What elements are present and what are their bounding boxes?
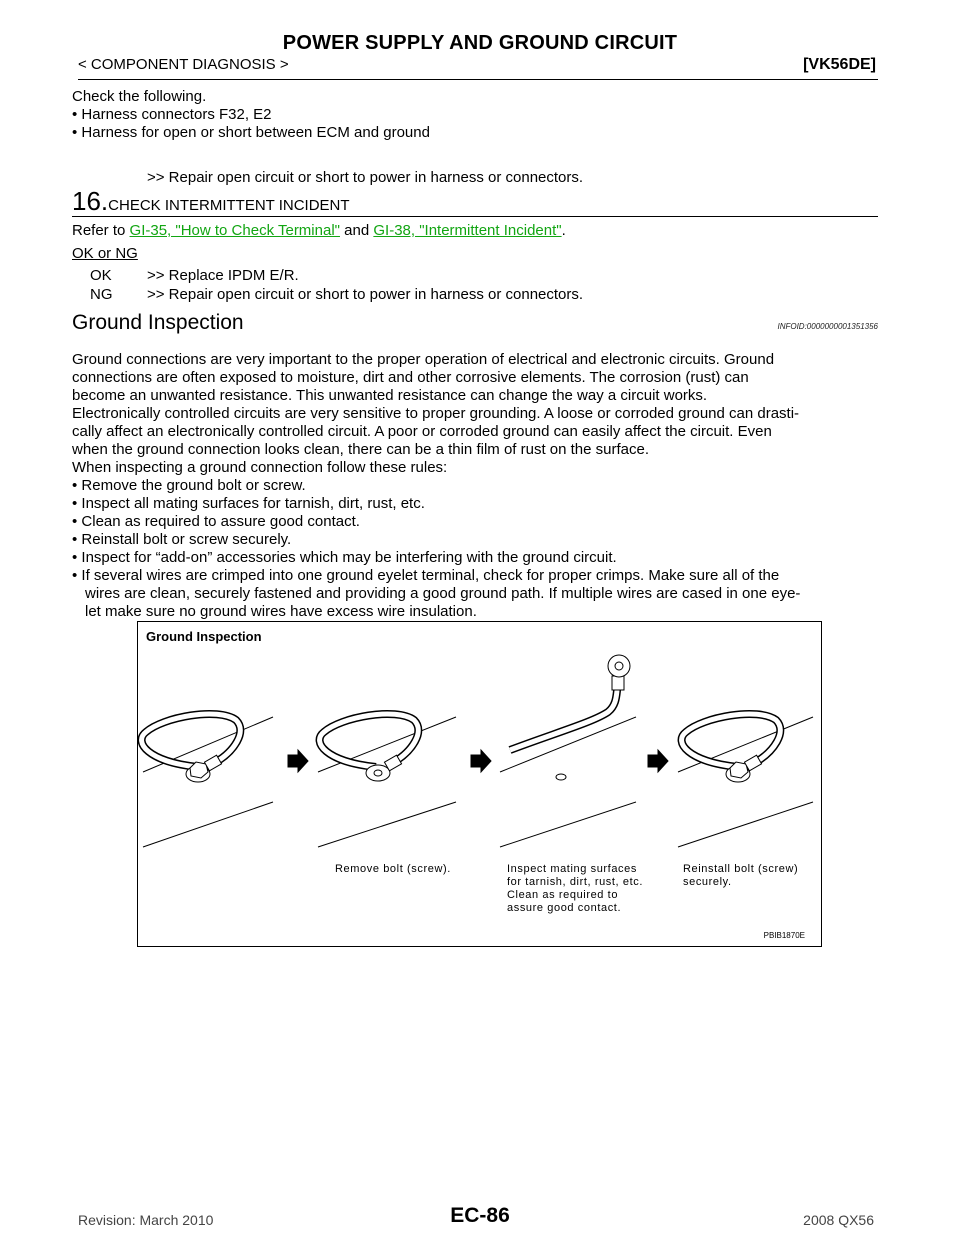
check-item: • Harness for open or short between ECM and ground xyxy=(72,124,430,141)
rule-item: • Inspect all mating surfaces for tarnish, dirt, rust, etc. xyxy=(72,495,425,512)
repair-result: >> Repair open circuit or short to power in harness or connectors. xyxy=(147,169,584,186)
paragraph-line: become an unwanted resistance. This unwanted resistance can change the way a circuit works. xyxy=(72,387,708,404)
ok-ng-label: OK or NG xyxy=(72,245,138,262)
caption-inspect-surfaces: Inspect mating surfaces for tarnish, dirt, rust, etc. Clean as required to assure good contact. xyxy=(507,863,643,914)
check-item: • Harness connectors F32, E2 xyxy=(72,106,272,123)
refer-prefix: Refer to xyxy=(72,222,130,239)
paragraph-line: when the ground connection looks clean, there can be a thin film of rust on the surface. xyxy=(72,441,650,458)
link-intermittent-incident[interactable]: GI-38, "Intermittent Incident" xyxy=(373,222,562,239)
page-number: EC-86 xyxy=(450,1204,510,1227)
rule-item: • Remove the ground bolt or screw. xyxy=(72,477,306,494)
rule-item-cont: wires are clean, securely fastened and providing a good ground path. If multiple wires are cased in one eye- xyxy=(85,585,801,602)
caption-reinstall-bolt: Reinstall bolt (screw) securely. xyxy=(683,863,799,888)
page-title: POWER SUPPLY AND GROUND CIRCUIT xyxy=(282,32,678,54)
rule-item: • Clean as required to assure good contact. xyxy=(72,513,360,530)
header-rule xyxy=(78,79,878,80)
panel-bolt-removed xyxy=(318,714,456,847)
rule-item: • If several wires are crimped into one ground eyelet terminal, check for proper crimps. Make sure all of the xyxy=(72,567,780,584)
ng-action: >> Repair open circuit or short to power in harness or connectors. xyxy=(147,286,584,303)
rule-item: • Inspect for “add-on” accessories which may be interfering with the ground circuit. xyxy=(72,549,617,566)
ok-action: >> Replace IPDM E/R. xyxy=(147,267,299,284)
section-label: < COMPONENT DIAGNOSIS > xyxy=(78,56,289,73)
panel-inspect-surfaces xyxy=(500,655,636,847)
ng-label: NG xyxy=(90,286,113,303)
ground-inspection-figure xyxy=(137,621,822,947)
model-code: [VK56DE] xyxy=(803,56,876,73)
paragraph-line: cally affect an electronically controlled circuit. A poor or corroded ground can easily affect the circuit. Even xyxy=(72,423,772,440)
refer-line xyxy=(72,222,566,240)
paragraph-line: Ground connections are very important to the proper operation of electrical and electronic circuits. Ground xyxy=(72,351,775,368)
ground-inspection-illustration xyxy=(138,622,820,945)
rule-item-cont: let make sure no ground wires have excess wire insulation. xyxy=(85,603,477,620)
info-id: INFOID:0000000001351356 xyxy=(777,322,878,331)
rules-intro: When inspecting a ground connection follow these rules: xyxy=(72,459,448,476)
rule-item: • Reinstall bolt or screw securely. xyxy=(72,531,292,548)
step-number: 16. xyxy=(72,186,109,216)
step-rule xyxy=(72,216,878,217)
caption-remove-bolt: Remove bolt (screw). xyxy=(335,863,451,875)
revision-date: Revision: March 2010 xyxy=(78,1212,214,1228)
figure-id: PBIB1870E xyxy=(763,931,805,940)
and-text: and xyxy=(339,222,374,239)
step-title: CHECK INTERMITTENT INCIDENT xyxy=(108,197,350,214)
ok-label: OK xyxy=(90,267,112,284)
link-how-to-check-terminal[interactable]: GI-35, "How to Check Terminal" xyxy=(129,222,340,239)
figure-title: Ground Inspection xyxy=(146,629,262,644)
paragraph-line: Electronically controlled circuits are very sensitive to proper grounding. A loose or corroded ground can drasti- xyxy=(72,405,800,422)
period: . xyxy=(561,222,566,239)
panel-bolted-terminal xyxy=(142,714,273,847)
check-intro: Check the following. xyxy=(72,88,207,105)
panel-reinstalled xyxy=(678,714,813,847)
vehicle-model: 2008 QX56 xyxy=(803,1212,874,1228)
paragraph-line: connections are often exposed to moisture, dirt and other corrosive elements. The corrosion (rust) can xyxy=(72,369,749,386)
step-heading xyxy=(72,186,350,217)
section-heading: Ground Inspection xyxy=(72,311,244,334)
